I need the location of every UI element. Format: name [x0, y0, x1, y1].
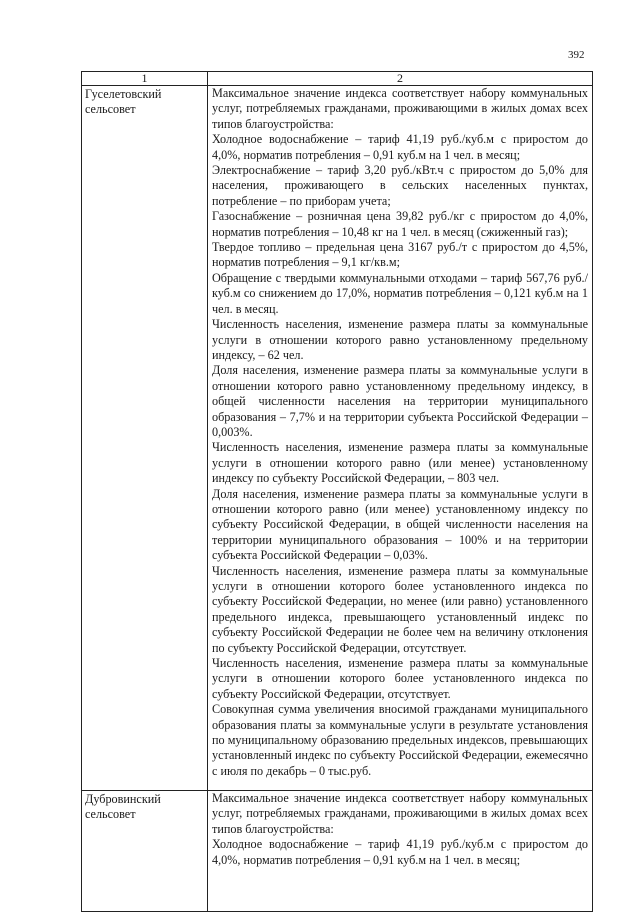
paragraph: Численность населения, изменение размера платы за коммунальные услуги в отношении которого равно установленному предельному индексу, – 62 чел.	[212, 317, 588, 362]
paragraph: Газоснабжение – розничная цена 39,82 руб./кг с приростом до 4,0%, норматив потребления – 10,48 кг на 1 чел. в месяц (сжиженный газ);	[212, 209, 588, 239]
paragraph: Холодное водоснабжение – тариф 41,19 руб./куб.м с приростом до 4,0%, норматив потребления – 0,91 куб.м на 1 чел. в месяц;	[212, 132, 588, 162]
municipality-name: Гуселетовский сельсовет	[85, 87, 162, 116]
paragraph: Обращение с твердыми коммунальными отходами – тариф 567,76 руб./куб.м со снижением до 17,0%, норматив потребления – 0,121 куб.м на 1 чел. в месяц.	[212, 270, 588, 316]
municipality-cell	[82, 86, 208, 791]
paragraph: Твердое топливо – предельная цена 3167 руб./т с приростом до 4,5%, норматив потребления – 9,1 кг/кв.м;	[212, 240, 588, 270]
paragraph: Максимальное значение индекса соответствует набору коммунальных услуг, потребляемых гражданами, проживающими в жилых домах всех типов благоустройства:	[212, 791, 588, 836]
table-row-dubrovinsky	[82, 791, 593, 912]
column-header-1: 1	[82, 72, 208, 86]
paragraph: Электроснабжение – тариф 3,20 руб./кВт.ч с приростом до 5,0% для населения, проживающего в сельских населенных пунктах, потребление – по приборам учета;	[212, 163, 588, 208]
paragraph: Холодное водоснабжение – тариф 41,19 руб./куб.м с приростом до 4,0%, норматив потребления – 0,91 куб.м на 1 чел. в месяц;	[212, 837, 588, 867]
paragraph: Доля населения, изменение размера платы за коммунальные услуги в отношении которого равно (или менее) установленному индексу по субъекту Российской Федерации, в общей численности населения на территории муниципального образования – 100% и на территории субъекта Российской Федерации – 0,03%.	[212, 486, 588, 563]
description-cell	[208, 791, 593, 912]
description-cell	[208, 86, 593, 791]
paragraph: Совокупная сумма увеличения вносимой гражданами муниципального образования платы за коммунальные услуги в результате установления по муниципальному образованию предельных индексов, превышающих установленный индекс по субъекту Российской Федерации, ежемесячно с июля по декабрь – 0 тыс.руб.	[212, 702, 588, 778]
paragraph: Максимальное значение индекса соответствует набору коммунальных услуг, потребляемых гражданами, проживающими в жилых домах всех типов благоустройства:	[212, 86, 588, 131]
paragraph: Численность населения, изменение размера платы за коммунальные услуги в отношении которого более установленного индекса по субъекту Российской Федерации, отсутствует.	[212, 656, 588, 701]
municipality-name: Дубровинский сельсовет	[85, 792, 161, 821]
indices-table	[81, 71, 593, 912]
municipality-cell	[82, 791, 208, 912]
table-row-guseletovsky	[82, 86, 593, 791]
column-header-2: 2	[208, 72, 593, 86]
table-header-row	[82, 72, 593, 86]
page-number: 392	[568, 49, 585, 61]
paragraph: Численность населения, изменение размера платы за коммунальные услуги в отношении которого более установленного индекса по субъекту Российской Федерации, но менее (или равно) установленного предельного индекса, превышающего установленный индекс по субъекту Российской Федерации не более чем на величину отклонения по субъекту Российской Федерации, отсутствует.	[212, 563, 588, 655]
paragraph: Доля населения, изменение размера платы за коммунальные услуги в отношении которого равно установленному предельному индексу, в общей численности населения на территории муниципального образования – 7,7% и на территории субъекта Российской Федерации – 0,003%.	[212, 363, 588, 439]
paragraph: Численность населения, изменение размера платы за коммунальные услуги в отношении которого равно (или менее) установленному индексу по субъекту Российской Федерации, – 803 чел.	[212, 440, 588, 486]
